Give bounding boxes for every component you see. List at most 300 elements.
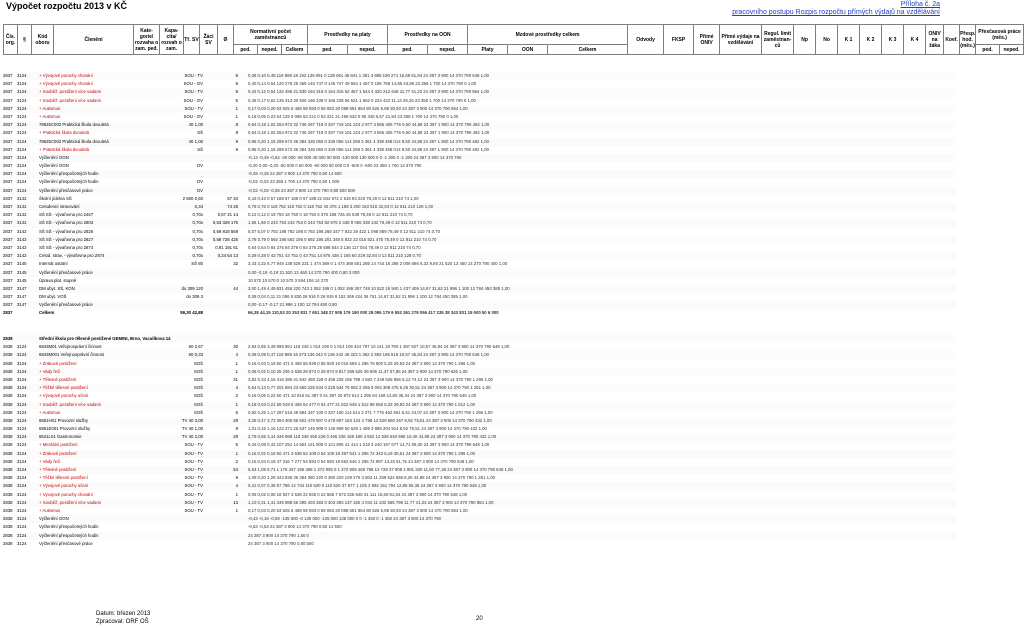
cell-values: 0,06 0,02 0,08 18 927 3 638 22 565 0 22 565 7 672 226 648 31 111 15,69 61,84 24 387 3 900 14 370 790 648 1,00 (248, 491, 468, 497)
cell-paragraf: 3124 (17, 89, 27, 95)
cell-cleneni: DM ubyt. SŠ, KON (39, 285, 75, 291)
cell-cleneni: + Mentální postižení (39, 442, 78, 448)
cell-kategorie: SŠ (197, 130, 203, 136)
cell-values: 1,09 0,20 1,29 343 836 36 384 380 220 0 380 220 129 275 3 802 11 259 524 556 8,25 44,88 24 387 3 900 14 370 790 1 251 1,00 (248, 475, 495, 481)
cell-paragraf: 3147 (17, 294, 27, 300)
cell-paragraf: 3142 (17, 253, 27, 259)
cell-paragraf: 3147 (17, 285, 27, 291)
cell-kategorie: SOU - TV (184, 483, 203, 489)
cell-values: 3,82 0,33 4,15 416 386 41 842 458 228 0 458 228 155 798 4 582 7 248 625 856 8,12 74,12 24 387 3 900 14 370 790 1 296 1,00 (248, 376, 493, 382)
cell-values: -0,28 -0,28 24 387 3 900 14 370 790 0,50 14 500 (248, 171, 342, 177)
cell-org: 2837 (3, 220, 13, 226)
cell-cleneni: 78625C002 Praktická škola dvouletá (39, 122, 109, 128)
table-body-org-2837 (3, 72, 956, 318)
appendix-label (732, 1, 940, 17)
cell-org: 2838 (3, 352, 13, 358)
cell-org: 2837 (3, 277, 13, 283)
cell-org: 2838 (3, 401, 13, 407)
cell-org: 2837 (3, 130, 13, 136)
cell-cleneni: 6843M001 Veřejnosprávní činnost (39, 352, 104, 358)
cell-kategorie: SOU - TV (184, 467, 203, 472)
hdr-no: No (816, 25, 838, 55)
cell-paragraf: 3124 (17, 113, 27, 119)
cell-cleneni: + Souběž. postižení více vadami (39, 97, 101, 103)
cell-org: 2838 (3, 507, 13, 513)
cell-org: 2838 (3, 450, 13, 456)
cell-values: 5,07 5,07 0 792 198 792 198 0 792 198 269 347 7 922 29 422 1 098 889 78,49 0 12 811 210 74 0,70 (248, 228, 441, 234)
footer-date: Datum: březen 2013 (96, 611, 151, 617)
cell-cleneni: Vyčlenění přesčasové práce (39, 540, 93, 546)
cell-kategorie: 0,70x (192, 253, 203, 259)
cell-cleneni: Celkem (39, 310, 55, 316)
cell-zaci: 6 (235, 73, 238, 78)
cell-paragraf: 3124 (17, 409, 27, 415)
cell-cleneni: Vyčlenění OON (39, 163, 69, 169)
hdr-mzd-celkem: Celkem (548, 45, 628, 55)
table-row (3, 392, 956, 400)
hdr-prime-oniv: Přímé ONIV (694, 25, 720, 55)
hdr-oon: Prostředky na OON (388, 25, 468, 45)
cell-values: 3,00 1,49 4,49 831 456 220 743 1 052 199 0 1 052 199 357 748 10 522 16 940 1 437 409 14,67 31,62 21 996 1 100 12 784 450 385 1,00 (248, 285, 510, 291)
cell-values: -0,02 -0,03 -0,05 24 387 3 900 14 370 790 0,80 500 500 (248, 187, 356, 193)
cell-paragraf: 3124 (17, 368, 27, 374)
cell-kategorie: 60 0,33 (188, 352, 203, 358)
table-row (3, 301, 956, 309)
cell-values: 0,40 0,14 0,54 120 278 25 469 145 747 0 145 747 49 554 1 457 0 196 758 14,85 43,88 23 358 1 700 14 370 790 0 1,00 (248, 81, 477, 87)
cell-org: 2838 (3, 540, 13, 546)
cell-org: 2837 (3, 179, 13, 185)
cell-cleneni: Vyčlenění přespočetných hodin (39, 532, 99, 538)
hdr-platy: Prostředky na platy (308, 25, 388, 45)
cell-zaci: 32 (233, 261, 238, 267)
cell-values: 0,18 0,05 0,23 54 125 9 096 63 221 0 63 221 21 495 632 0 85 348 5,57 21,94 23 358 1 700 14 370 790 0 1,00 (248, 113, 459, 119)
table-row (3, 154, 956, 162)
cell-values: 3,79 3,79 0 592 195 592 195 0 592 195 201 346 5 922 22 015 821 478 78,49 0 12 811 210 74 0,70 (248, 236, 437, 242)
cell-cleneni: + Vývojové poruchy chování (39, 81, 93, 87)
cell-kategorie: 0,70x (192, 236, 203, 242)
cell-paragraf: 3124 (17, 179, 27, 185)
cell-zaci: 1 (235, 368, 238, 374)
table-row (3, 88, 956, 96)
cell-values: 0,08 0,04 0,11 21 086 5 830 26 916 0 26 916 9 152 269 424 36 761 14,67 31,62 21 996 1 100 12 784 450 385 1,00 (248, 294, 468, 300)
cell-kategorie: SOU - TV (184, 442, 203, 448)
appendix-number: Příloha č. 2a (900, 1, 940, 8)
cell-kategorie: SOU - TV (184, 73, 203, 78)
table-row (3, 384, 956, 392)
hdr-k2: K 2 (860, 25, 882, 55)
cell-values: 2,79 0,65 3,44 346 988 118 248 465 236 0 465 236 158 180 4 652 12 528 640 596 10,40 44,88 24 387 3 900 14 370 790 432 1,00 (248, 434, 497, 440)
table-row (3, 97, 956, 105)
table-row (3, 211, 956, 219)
cell-zaci: 5 (235, 442, 238, 448)
cell-paragraf: 3147 (17, 302, 27, 308)
hdr-cleneni: Členění (54, 25, 134, 55)
cell-org: 2838 (3, 532, 13, 538)
cell-values: 0,15 0,04 0,19 47 316 7 277 54 593 0 54 593 18 562 546 1 296 74 997 13,33 51,76 24 387 3 900 14 370 790 648 1,00 (248, 458, 474, 464)
cell-cleneni: + Praktická škola dvouletá (39, 130, 90, 136)
table-row (3, 219, 956, 227)
hdr-k3: K 3 (882, 25, 904, 55)
hdr-mzd: Mzdové prostředky celkem (468, 25, 628, 45)
footer (96, 610, 150, 626)
cell-zaci: 13 (233, 499, 238, 505)
table-row (3, 441, 956, 449)
table-row (3, 260, 956, 268)
footer-author: Zpracoval: ORF OŠ (96, 619, 149, 625)
cell-zaci: 1 (235, 113, 238, 119)
cell-paragraf: 3142 (17, 220, 27, 226)
cell-kategorie: SŠ 80 (191, 261, 203, 267)
cell-values: 10 570 10 570 0 10 570 3 594 106 14 270 (248, 277, 329, 283)
cell-zaci: 4 (235, 352, 238, 358)
cell-org: 2837 (3, 81, 13, 87)
table-row (3, 72, 956, 80)
table-row (3, 376, 956, 384)
cell-values: 0,17 0,03 0,20 53 625 5 458 59 083 0 59 083 20 088 591 864 80 626 5,89 30,93 24 387 3 900 14 370 790 864 1,00 (248, 105, 468, 111)
cell-cleneni: Vyčlenění přespočetných hodin (39, 171, 99, 177)
appendix-subtitle: pracovního postupu Rozpis rozpočtu přímých výdajů na vzdělávání (732, 9, 940, 16)
table-row (3, 113, 956, 121)
cell-zaci: 1 (235, 491, 238, 497)
cell-values: 2,84 0,65 3,49 895 861 118 248 1 014 109 0 1 014 109 344 797 10 141 18 780 1 387 827 10,57 45,84 24 387 3 900 14 370 790 648 1,00 (248, 344, 510, 350)
table-row (3, 138, 956, 146)
cell-cleneni: + Praktická škola dvouletá (39, 146, 90, 152)
hdr-oniv-zaka: ONIV na žáka (926, 25, 944, 55)
table-row (3, 499, 956, 507)
table-row (3, 507, 956, 515)
cell-kategorie: SOŠ (193, 360, 203, 366)
cell-cleneni: Internát ostatní (39, 261, 68, 267)
cell-kategorie: 60 2,67 (188, 344, 203, 350)
cell-paragraf: 3124 (17, 163, 27, 169)
cell-paragraf: 3145 (17, 269, 27, 275)
cell-kategorie: SOU - TV (184, 491, 203, 497)
cell-values: -0,20 0,00 -0,20 -60 000 0 60 000 -60 000 60 000 0 0 -600 0 -600 23 358 1 700 14 370 790 (248, 163, 422, 169)
cell-values: 0,84 0,18 1,02 264 972 32 746 297 719 0 297 719 101 224 2 977 3 856 405 776 9,50 44,88 24 387 1 900 14 370 790 482 1,00 (248, 122, 490, 128)
cell-org: 2838 (3, 491, 13, 497)
cell-paragraf: 3124 (17, 483, 27, 489)
cell-org: 2838 (3, 483, 13, 489)
cell-org: 2837 (3, 171, 13, 177)
hdr-platy-ped: ped. (308, 45, 348, 55)
table-row (3, 343, 956, 351)
cell-paragraf: 3124 (17, 385, 27, 391)
cell-values: 0,38 0,09 0,47 119 869 16 373 136 242 0 136 242 46 322 1 362 2 592 186 519 10,57 45,84 24 387 3 900 14 370 790 648 1,00 (248, 352, 490, 358)
cell-org: 2838 (3, 516, 13, 522)
cell-kategorie: SOU - TV (184, 450, 203, 456)
cell-kategorie: 0,34 (194, 204, 203, 209)
table-row (3, 244, 956, 252)
table-row (3, 417, 956, 425)
cell-org: 2837 (3, 154, 13, 160)
cell-cleneni: SŠ SŠ - vývařovna pro 2803 (39, 220, 94, 226)
cell-values: 0,17 0,03 0,20 53 625 5 458 59 083 0 59 083 20 088 591 864 80 626 5,89 30,93 24 387 3 900 14 370 790 864 1,00 (248, 507, 468, 513)
cell-zaci: 9 (235, 138, 238, 144)
cell-kategorie: TV 40 1,00 (181, 426, 203, 432)
cell-paragraf: 3124 (17, 491, 27, 497)
table-row (3, 277, 956, 285)
hdr-presp-prace: Přesčasová práce (měs.) (976, 25, 1024, 45)
cell-kategorie: 0,70x (192, 212, 203, 218)
cell-cleneni: SŠ SŠ - vývařovna pro 2874 (39, 244, 94, 250)
cell-org: 2837 (3, 97, 13, 103)
table-row (3, 178, 956, 186)
cell-cleneni: + Vývojové poruchy učení (39, 483, 89, 489)
hdr-oon-neped: neped. (428, 45, 468, 55)
cell-org: 2837 (3, 236, 13, 242)
cell-cleneni: Vyčlenění přesčasové práce (39, 187, 93, 193)
cell-zaci: 44 (233, 285, 238, 291)
hdr-tr: Tř. SV (184, 25, 200, 55)
cell-paragraf: 3124 (17, 105, 27, 111)
table-row (3, 540, 956, 548)
cell-org: 2837 (3, 122, 13, 128)
cell-kategorie: SOU - OV (183, 113, 203, 119)
cell-zaci: 6 (235, 409, 238, 415)
cell-kategorie: SOU - OV (183, 97, 203, 103)
cell-paragraf: 3124 (17, 393, 27, 399)
cell-paragraf: 3124 (17, 352, 27, 358)
cell-cleneni: 6951E001 Provozní služby (39, 426, 91, 432)
cell-kategorie: do 309 120 (181, 285, 203, 291)
cell-cleneni: Celod. strav. - vývařovna pro 2874 (39, 253, 105, 259)
table-row (3, 458, 956, 466)
cell-values: 0,38 0,10 0,48 119 869 18 192 138 061 0 138 061 46 941 1 381 3 888 190 271 15,69 61,84 24 387 3 900 14 370 790 648 1,00 (248, 73, 490, 78)
cell-paragraf: 3124 (17, 475, 27, 481)
cell-zaci: 0,53 329 175 (212, 220, 238, 226)
cell-cleneni: SŠ SŠ - vývařovna pro 2467 (39, 212, 94, 218)
cell-cleneni: Vyčlenění přesčasové práce (39, 269, 93, 275)
cell-paragraf: 3124 (17, 130, 27, 136)
cell-cleneni: Střední škola pro tělesně postižené GEMINI, Brno, Vaculíkova 14 (39, 336, 171, 341)
cell-org: 2837 (3, 212, 13, 218)
table-row (3, 335, 956, 343)
cell-org: 2837 (3, 285, 13, 291)
cell-org: 2837 (3, 294, 13, 300)
cell-kategorie: SOU - OV (183, 81, 203, 87)
cell-org: 2837 (3, 244, 13, 250)
cell-values: -0,13 -0,49 -0,62 -40 000 -90 000 40 000 90 000 -130 000 130 000 0 0 -1 300 0 -1 300 24 387 3 900 14 370 790 (248, 154, 462, 160)
cell-org: 2838 (3, 458, 13, 464)
cell-paragraf: 3124 (17, 122, 27, 128)
cell-values: 5,63 1,08 6,71 1 176 437 196 468 1 372 905 0 1 372 905 466 788 13 729 37 908 1 891 330 11,50 77,38 24 387 3 900 14 370 790 648 1,00 (248, 467, 513, 472)
cell-kategorie: SOŠ (193, 368, 203, 374)
table-row (3, 409, 956, 417)
cell-org: 2837 (3, 261, 13, 267)
cell-org: 2837 (3, 105, 13, 111)
cell-values: -0,53 -0,53 24 387 3 900 14 370 790 0,50 14 500 (248, 524, 342, 530)
cell-kategorie: SOU - TV (184, 499, 203, 505)
cell-cleneni: SŠ SŠ - vývařovna pro 2827 (39, 236, 94, 242)
table-row (3, 236, 956, 244)
table-row (3, 293, 956, 301)
cell-values: 0,18 0,03 0,21 59 019 5 458 64 477 0 64 477 21 922 645 1 512 88 556 5,33 29,93 24 387 3 900 14 370 790 1 512 1,00 (248, 401, 475, 407)
cell-org: 2838 (3, 360, 13, 366)
table-row (3, 523, 956, 531)
cell-values: 3,25 0,47 3,72 394 305 85 502 479 807 0 479 807 163 134 4 798 12 528 660 267 8,92 75,51 24 387 3 900 14 370 790 432 1,00 (248, 417, 492, 423)
cell-kategorie: 0,70x (192, 244, 203, 250)
cell-values: 0,43 0,43 0 67 188 67 188 0 67 188 22 844 672 2 516 93 220 78,49 0 12 811 210 74 1,00 (248, 195, 419, 201)
cell-zaci: 57 34 (227, 195, 238, 201)
cell-paragraf: 3124 (17, 467, 27, 472)
cell-values: 24 387 3 900 14 370 790 0,80 500 (248, 540, 314, 546)
cell-kategorie: SOŠ (193, 393, 203, 399)
hdr-zaci: Žáci SV (200, 25, 218, 55)
cell-zaci: 0,24 54 13 (217, 253, 238, 259)
cell-zaci: 1 (235, 105, 238, 111)
cell-values: 0,54 0,54 0 84 376 84 376 0 84 376 28 688 844 3 136 117 044 78,49 0 12 811 210 74 0,70 (248, 244, 421, 250)
cell-kategorie: SŠ (197, 146, 203, 152)
cell-kategorie: SOU - TV (184, 458, 203, 464)
cell-values: 0,08 0,02 0,10 25 236 3 638 28 874 0 28 874 9 817 289 626 39 606 11,37 57,86 24 387 3 900 14 370 790 626 1,00 (248, 368, 468, 374)
cell-values: 0,34 0,08 0,42 107 251 14 554 121 805 0 121 805 41 414 1 218 3 240 167 677 14,71 59,30 24 387 3 900 14 370 790 648 1,00 (248, 442, 490, 448)
cell-paragraf: 3142 (17, 228, 27, 234)
cell-cleneni: Úprava plat. stupně (39, 277, 77, 283)
cell-org: 2838 (3, 524, 13, 530)
cell-org: 2837 (3, 310, 13, 316)
cell-cleneni: + Autismus (39, 507, 61, 513)
cell-zaci: 9 (235, 146, 238, 152)
cell-org: 2838 (3, 385, 13, 391)
hdr-kod-oboru: Kód oboru (32, 25, 54, 55)
cell-cleneni: 6541L01 Gastronomie (39, 434, 82, 440)
cell-values: 0,95 0,20 1,15 299 672 36 384 336 056 0 336 056 114 259 3 361 4 338 458 014 9,50 44,88 24 387 1 900 14 370 790 482 1,00 (248, 138, 490, 144)
hdr-mzd-platy: Platy (468, 45, 508, 55)
table-row (3, 195, 956, 203)
table-row (3, 433, 956, 441)
cell-values: 0,16 0,06 0,22 50 471 10 916 61 387 0 61 387 20 872 614 1 296 84 169 12,50 36,34 24 387 3 900 14 370 790 648 1,00 (248, 393, 477, 399)
cell-zaci: 1 (235, 360, 238, 366)
cell-zaci: 5 (235, 97, 238, 103)
cell-paragraf: 3124 (17, 171, 27, 177)
cell-cleneni: 78625C002 Praktická škola dvouletá (39, 138, 109, 144)
cell-cleneni: + Vývojové poruchy chování (39, 491, 93, 497)
cell-paragraf: 3124 (17, 442, 27, 448)
cell-cleneni: + Souběž. postižení více vadami (39, 499, 101, 505)
cell-zaci: 31 (233, 376, 238, 382)
cell-org: 2837 (3, 138, 13, 144)
cell-kategorie: 40 1,00 (188, 122, 203, 128)
hdr-norm-celkem: Celkem (282, 45, 308, 55)
cell-paragraf: 3124 (17, 450, 27, 456)
cell-org: 2837 (3, 163, 13, 169)
table-row (3, 252, 956, 260)
cell-cleneni: Školní jídelna SŠ (39, 195, 72, 201)
cell-cleneni: + Vývojové poruchy učení (39, 393, 89, 399)
cell-kategorie: 2 600 0,60 (182, 195, 203, 201)
table-body-org-2838 (3, 335, 956, 548)
hdr-norm-neped: neped. (258, 45, 282, 55)
cell-cleneni: + Vývojové poruchy chování (39, 73, 93, 78)
cell-values: 66,38 44,15 110,53 20 253 831 7 651 348 27 905 179 190 000 28 095 179 9 552 361 279 056 417 235 38 343 831 15 500 50 6 000 (248, 310, 499, 316)
cell-kategorie: SOU - TV (184, 89, 203, 95)
cell-kategorie: SOU - TV (184, 507, 203, 513)
cell-org: 2837 (3, 228, 13, 234)
cell-values: 0,45 0,17 0,62 135 313 30 926 166 239 0 166 239 56 521 1 662 0 224 422 11,14 29,25 23 358 1 700 14 370 790 0 1,00 (248, 97, 476, 103)
hdr-prumer: Ø (218, 25, 234, 55)
cell-zaci: 0,67 21 14 (217, 212, 238, 218)
cell-zaci: 0,58 728 425 (212, 236, 238, 242)
cell-zaci: 2 (235, 393, 238, 399)
hdr-odvody: Odvody (628, 25, 664, 55)
cell-values: -0,02 -0,02 23 358 1 700 14 370 790 0,50 1 000 (248, 179, 340, 185)
cell-org: 2838 (3, 336, 13, 341)
cell-cleneni: + Těžké tělesné postižení (39, 385, 88, 391)
cell-paragraf: 3145 (17, 261, 27, 267)
table-row (3, 80, 956, 88)
cell-cleneni: + Souběž. postižení více vadami (39, 401, 101, 407)
hdr-mzd-oon: OON (508, 45, 548, 55)
table-row (3, 425, 956, 433)
hdr-k4: K 4 (904, 25, 926, 55)
table-row (3, 368, 956, 376)
table-row (3, 187, 956, 195)
table-row (3, 105, 956, 113)
hdr-presp-neped: neped. (1000, 45, 1024, 55)
hdr-platy-neped: neped. (348, 45, 388, 55)
table-header (3, 24, 1024, 55)
cell-cleneni: Celodenní stravování (39, 204, 80, 209)
cell-cleneni: Vyčlenění přespočetných hodin (39, 179, 99, 185)
cell-org: 2838 (3, 393, 13, 399)
table-row (3, 474, 956, 482)
hdr-koef: Koef. (944, 25, 960, 55)
page-title: Výpočet rozpočtu 2013 v KČ (6, 1, 128, 11)
cell-paragraf: 3142 (17, 244, 27, 250)
cell-cleneni: + Tělesné postižení (39, 467, 77, 472)
cell-org: 2837 (3, 187, 13, 193)
cell-org: 2838 (3, 426, 13, 432)
table-row (3, 309, 956, 317)
cell-values: 0,28 0,28 0 43 751 43 751 0 43 751 14 875 438 1 165 60 229 32,84 0 12 811 210 128 0,70 (248, 253, 421, 259)
cell-paragraf: 3124 (17, 138, 27, 144)
cell-values: 0,64 0,13 0,77 201 884 23 650 225 534 0 225 534 76 682 2 255 5 004 309 475 6,25 30,51 24 387 3 900 14 370 790 1 251 1,00 (248, 385, 491, 391)
cell-org: 2838 (3, 409, 13, 415)
cell-kategorie: SOU - TV (184, 475, 203, 481)
table-row (3, 360, 956, 368)
cell-kategorie: SOŠ (193, 376, 203, 382)
cell-cleneni: + Zrakové postižení (39, 360, 77, 366)
cell-paragraf: 3124 (17, 458, 27, 464)
cell-cleneni: + Autismus (39, 105, 61, 111)
cell-paragraf: 3124 (17, 499, 27, 505)
cell-cleneni: Vyčlenění OON (39, 154, 69, 160)
cell-zaci: 4 (235, 385, 238, 391)
cell-paragraf: 3124 (17, 187, 27, 193)
cell-kategorie: do 309 3 (186, 294, 203, 300)
cell-org: 2837 (3, 73, 13, 78)
cell-paragraf: 3124 (17, 154, 27, 160)
table-row (3, 228, 956, 236)
cell-zaci: 1 (235, 450, 238, 456)
cell-values: 1,56 1,56 0 243 753 243 753 0 243 753 82 876 2 438 9 065 338 132 78,49 0 12 811 210 74 0,70 (248, 220, 432, 226)
cell-zaci: 0,91 191 61 (215, 244, 238, 250)
table-row (3, 351, 956, 359)
cell-zaci: 4 (235, 483, 238, 489)
cell-values: 0,00 -0,18 -0,18 21 520 13 460 14 370 790 400 0,80 3 000 (248, 269, 360, 275)
cell-zaci: 30 (233, 344, 238, 350)
cell-zaci: 9 (235, 475, 238, 481)
table-row (3, 401, 956, 409)
cell-paragraf: 3124 (17, 376, 27, 382)
cell-values: 0,16 0,03 0,19 50 471 5 458 55 929 0 55 929 19 016 559 1 296 76 800 5,33 29,93 24 387 3 900 14 370 790 1 296 1,00 (248, 360, 475, 366)
table-row (3, 129, 956, 137)
table-row (3, 162, 956, 170)
cell-zaci: 8 (235, 130, 238, 136)
cell-cleneni: 6843M01 Veřejnosprávní činnost (39, 344, 102, 350)
hdr-paragraf: § (18, 25, 32, 55)
cell-paragraf: 3124 (17, 532, 27, 538)
